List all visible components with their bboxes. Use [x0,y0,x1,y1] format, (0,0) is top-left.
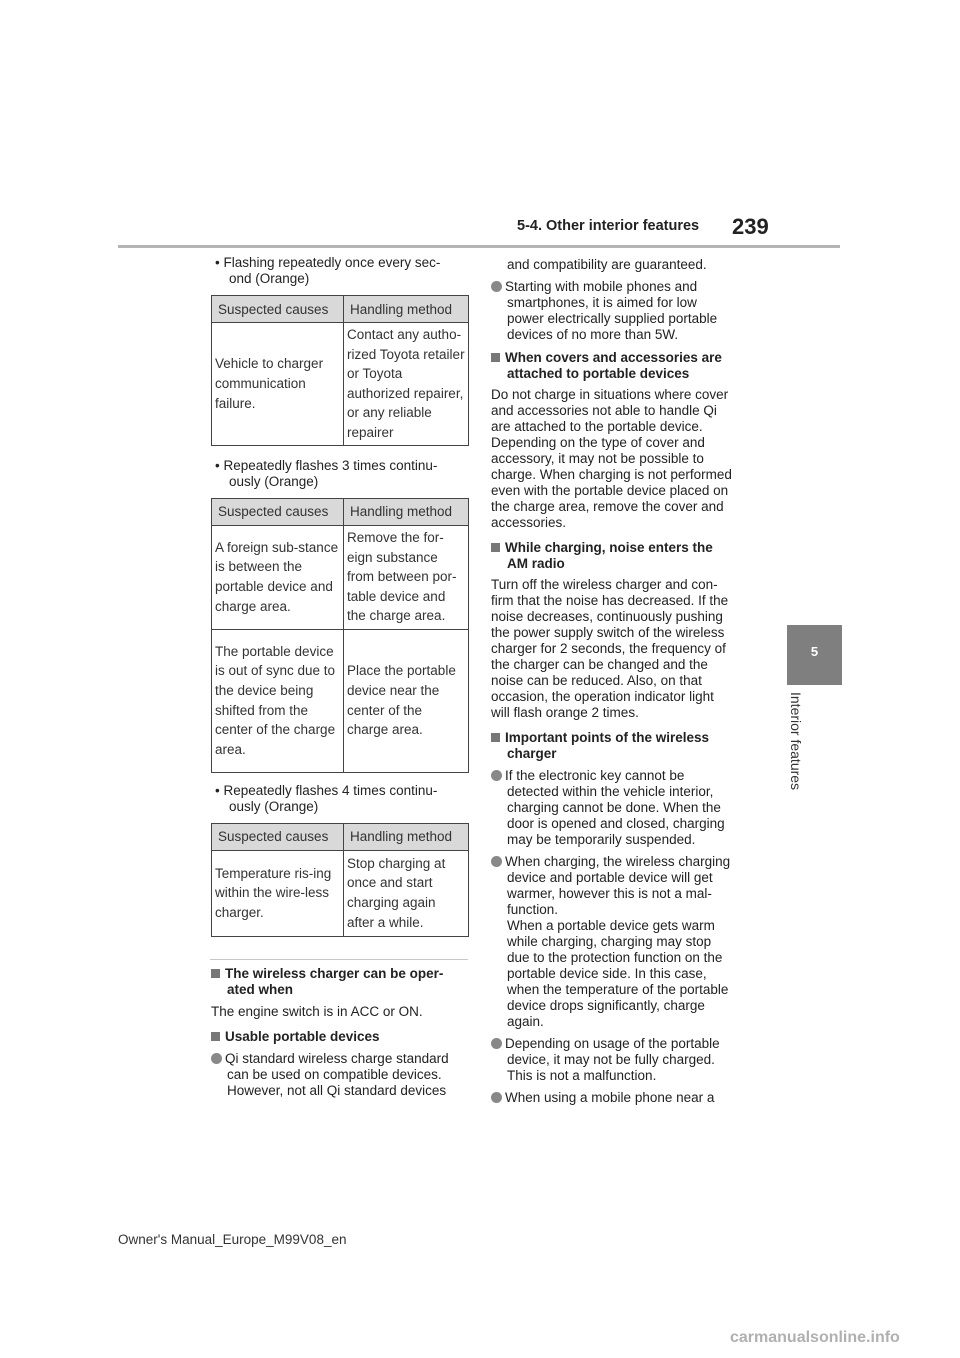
table-1 [211,295,469,446]
square-bullet-icon [491,543,500,552]
section-am-noise-title: While charging, noise enters the AM radio [505,540,713,571]
section-operable-when-title: The wireless charger can be oper- ated when [225,966,444,997]
section-title: 5-4. Other interior features [517,218,700,234]
circle-bullet-icon [491,1092,502,1103]
table-1-method: Contact any autho-rized Toyota retailer or Toyota authorized repairer, or any reliable repairer [344,323,469,446]
section-usable-devices-title: Usable portable devices [225,1029,380,1044]
chapter-number: 5 [810,644,819,659]
table-2-method-1: Remove the for-eign substance from between por-table device and the charge area. [344,525,469,629]
table-1-header-method: Handling method [344,296,469,323]
continued-text: and compatibility are guaranteed. [507,257,707,272]
section-am-noise [491,540,753,572]
chapter-label [786,692,806,802]
table-2-header-method: Handling method [344,498,469,525]
section-important-points-title: Important points of the wireless charger [505,730,710,761]
bullet-not-fully-charged-text: Depending on usage of the portable device, it may not be fully charged. This is not a malfunction. [505,1036,720,1083]
section-operable-when-text: The engine switch is in ACC or ON. [211,1004,423,1019]
bullet-mobile-phone-text: When using a mobile phone near a [505,1090,715,1105]
section-important-points [491,730,753,762]
table-3-header-cause: Suspected causes [212,823,344,850]
right-column [491,257,753,1106]
chapter-label-text: Interior features [788,692,804,791]
left-separator [210,959,468,960]
watermark: carmanualsonline.info [730,1329,900,1346]
table-2-cause-1: A foreign sub-stance is between the portable device and charge area. [212,525,344,629]
circle-bullet-icon [491,856,502,867]
square-bullet-icon [211,969,220,978]
header-rule [118,245,840,248]
bullet-mobile-phone [491,1090,753,1106]
bullet-electronic-key-text: If the electronic key cannot be detected within the vehicle interior, charging cannot be done. When the door is opened and closed, charging may be temporarily suspended. [505,768,725,847]
section-covers-text: Do not charge in situations where cover and accessories not able to handle Qi are attached to the portable device. Depending on the type of cover and accessory, it may not be possible to charge. When charging is not performed even with the portable device placed on the charge area, remove the cover and accessories. [491,387,732,530]
case-1: • Flashing repeatedly once every sec- ond (Orange) [215,255,441,286]
table-3-header-method: Handling method [344,823,469,850]
square-bullet-icon [491,353,500,362]
table-1-cause: Vehicle to charger communication failure. [212,323,344,446]
case-3: • Repeatedly flashes 4 times continu- ously (Orange) [215,782,438,814]
case-2: • Repeatedly flashes 3 times continu- ously (Orange) [215,457,438,489]
section-usable-devices [211,1029,471,1045]
bullet-not-fully-charged [491,1036,753,1084]
table-3-method: Stop charging at once and start charging again after a while. [344,850,469,936]
square-bullet-icon [211,1032,220,1041]
section-operable-when [211,966,471,998]
bullet-warm [491,854,753,1030]
section-am-noise-text: Turn off the wireless charger and con- firm that the noise has decreased. If the noise decreases, continuously pushing the power supply switch of the wireless charger for 2 seconds, the frequency of the charger can be changed and the noise can be reduced. Also, on that occasion, the operation indicator light will flash orange 2 times. [491,577,729,720]
table-1-header-cause: Suspected causes [212,296,344,323]
circle-bullet-icon [491,1038,502,1049]
bullet-warm-text: When charging, the wireless charging device and portable device will get warmer, however this is not a mal- function. When a portable device gets warm while charging, charging may stop due to the protection function on the portable device side. In this case, when the temperature of the portable device drops significantly, charge again. [505,854,731,1029]
table-2 [211,498,469,773]
left-column-notes [211,966,471,1099]
table-2-cause-2: The portable device is out of sync due to the device being shifted from the center of the charge area. [212,629,344,772]
page-number: 239 [732,214,769,239]
footer-text: Owner's Manual_Europe_M99V08_en [118,1232,347,1247]
circle-bullet-icon [211,1053,222,1064]
bullet-electronic-key [491,768,753,848]
table-3-cause: Temperature ris-ing within the wire-less charger. [212,850,344,936]
section-covers-title: When covers and accessories are attached to portable devices [505,350,722,381]
circle-bullet-icon [491,281,502,292]
usable-devices-bullet [211,1051,471,1099]
square-bullet-icon [491,733,500,742]
circle-bullet-icon [491,770,502,781]
section-covers [491,350,753,382]
table-2-method-2: Place the portable device near the center of the charge area. [344,629,469,772]
usable-devices-bullet-text: Qi standard wireless charge standard can be used on compatible devices. However, not all Qi standard devices [225,1051,449,1098]
left-column [211,255,471,937]
table-3 [211,823,469,937]
bullet-low-power-text: Starting with mobile phones and smartphones, it is aimed for low power electrically supplied portable devices of no more than 5W. [505,279,718,342]
table-2-header-cause: Suspected causes [212,498,344,525]
bullet-low-power [491,279,753,343]
